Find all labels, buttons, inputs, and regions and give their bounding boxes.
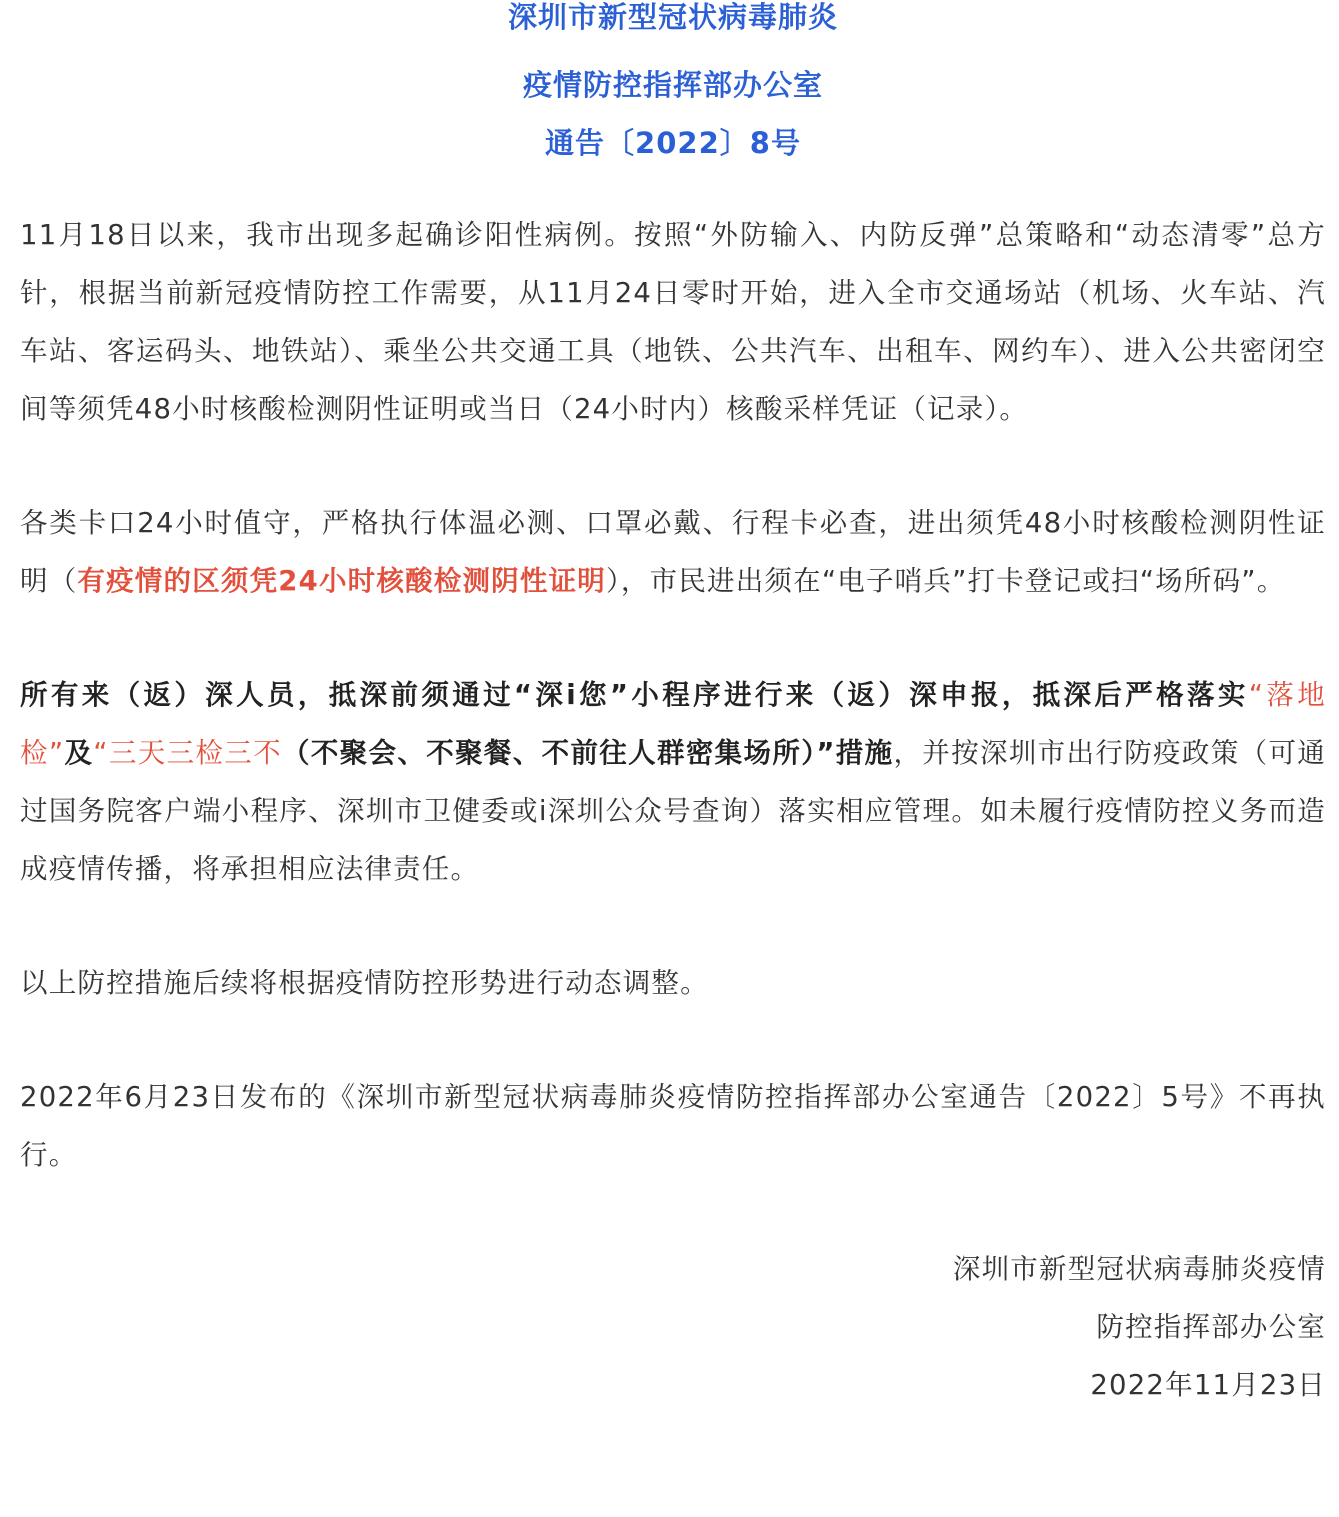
title-line-2: 疫情防控指挥部办公室: [522, 68, 823, 102]
title-line-1: 深圳市新型冠状病毒肺炎: [507, 0, 838, 34]
signature-block: [20, 1240, 1326, 1414]
paragraph-5: 2022年6月23日发布的《深圳市新型冠状病毒肺炎疫情防控指挥部办公室通告〔2022〕5号》不再执行。: [20, 1081, 1326, 1171]
paragraph-3: [20, 666, 1326, 898]
signature-date: 2022年11月23日: [1090, 1369, 1326, 1401]
notice-document: [20, 0, 1326, 1414]
paragraph-3-bold-c: （不聚会、不聚餐、不前往人群密集场所）”措施: [281, 737, 894, 769]
signature-line-1: 深圳市新型冠状病毒肺炎疫情: [952, 1253, 1326, 1285]
paragraph-2-text-b: ），市民进出须在“电子哨兵”打卡登记或扫“场所码”。: [605, 565, 1286, 597]
paragraph-3-highlight-b: “三天三检三不: [93, 737, 282, 769]
paragraph-4: 以上防控措施后续将根据疫情防控形势进行动态调整。: [20, 967, 709, 999]
paragraph-2: [20, 494, 1326, 610]
notice-number: 通告〔2022〕8号: [545, 126, 801, 160]
paragraph-3-bold-b: 及: [64, 737, 94, 769]
paragraph-1: 11月18日以来，我市出现多起确诊阳性病例。按照“外防输入、内防反弹”总策略和“动态清零”总方针，根据当前新冠疫情防控工作需要，从11月24日零时开始，进入全市交通场站（机场、火车站、汽车站、客运码头、地铁站）、乘坐公共交通工具（地铁、公共汽车、出租车、网约车）、进入公共密闭空间等须凭48小时核酸检测阴性证明或当日（24小时内）核酸采样凭证（记录）。: [20, 219, 1326, 425]
signature-line-2: 防控指挥部办公室: [1096, 1311, 1326, 1343]
paragraph-2-highlight: 有疫情的区须凭24小时核酸检测阴性证明: [77, 565, 606, 597]
paragraph-3-text-rest: ，并按深圳市出行防疫政策（可通过国务院客户端小程序、深圳市卫健委或i深圳公众号查询）落实相应管理。如未履行疫情防控义务而造成疫情传播，将承担相应法律责任。: [20, 737, 1326, 885]
paragraph-2-text-a: 各类卡口24小时值守，严格执行体温必测、口罩必戴、行程卡必查，进出须凭48小时核酸检测阴性证明（: [20, 507, 1326, 597]
notice-header: [20, 0, 1326, 172]
paragraph-3-highlight-a: “落地检”: [20, 679, 1326, 769]
paragraph-3-bold-a: 所有来（返）深人员，抵深前须通过“深i您”小程序进行来（返）深申报，抵深后严格落实: [20, 679, 1249, 711]
